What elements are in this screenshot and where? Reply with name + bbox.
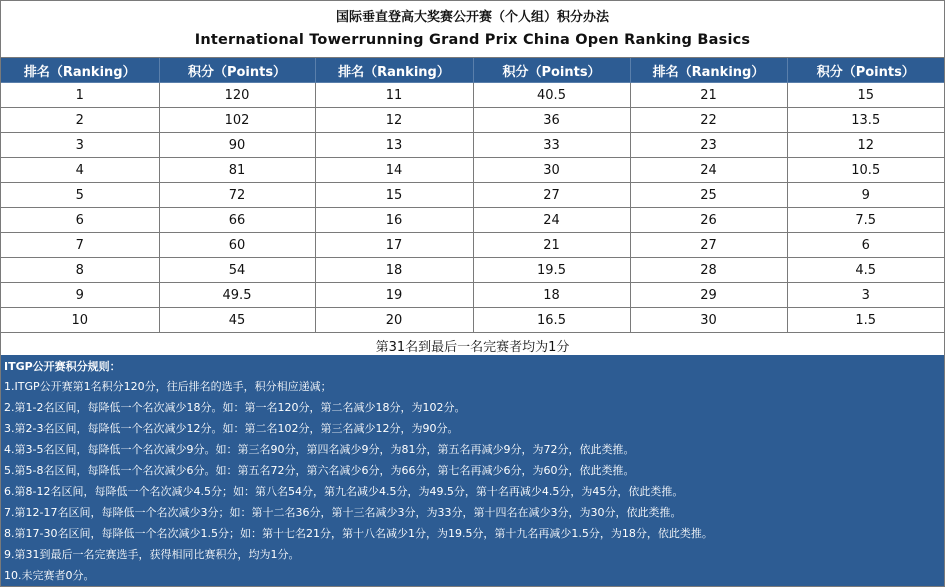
points-cell: 9 <box>787 183 944 208</box>
points-cell: 7.5 <box>787 208 944 233</box>
points-cell: 54 <box>159 258 315 283</box>
points-cell: 24 <box>473 208 630 233</box>
table-row <box>1 283 944 308</box>
points-cell: 13.5 <box>787 108 944 133</box>
points-cell: 1.5 <box>787 308 944 333</box>
table-row <box>1 208 944 233</box>
table-footer-row <box>1 333 944 358</box>
title-block <box>1 1 944 58</box>
rank-cell: 24 <box>630 158 787 183</box>
points-cell: 12 <box>787 133 944 158</box>
rank-cell: 9 <box>1 283 159 308</box>
rank-cell: 4 <box>1 158 159 183</box>
points-cell: 40.5 <box>473 83 630 108</box>
rank-cell: 17 <box>315 233 473 258</box>
rule-line: 3.第2-3名区间，每降低一个名次减少12分。如：第二名102分，第三名减少12分，为90分。 <box>4 422 459 435</box>
table-row <box>1 233 944 258</box>
rank-cell: 7 <box>1 233 159 258</box>
rule-line: 4.第3-5名区间，每降低一个名次减少9分。如：第三名90分，第四名减少9分，为81分，第五名再减少9分，为72分，依此类推。 <box>4 443 635 456</box>
rules-panel <box>1 355 944 586</box>
table-row <box>1 133 944 158</box>
rank-cell: 26 <box>630 208 787 233</box>
rank-cell: 27 <box>630 233 787 258</box>
points-cell: 45 <box>159 308 315 333</box>
column-header-points: 积分（Points） <box>473 58 630 83</box>
points-cell: 102 <box>159 108 315 133</box>
points-cell: 10.5 <box>787 158 944 183</box>
rank-cell: 15 <box>315 183 473 208</box>
table-row <box>1 258 944 283</box>
rank-cell: 5 <box>1 183 159 208</box>
rank-cell: 22 <box>630 108 787 133</box>
rule-line: 10.未完赛者0分。 <box>4 569 95 582</box>
points-cell: 4.5 <box>787 258 944 283</box>
points-cell: 18 <box>473 283 630 308</box>
table-row <box>1 108 944 133</box>
points-cell: 72 <box>159 183 315 208</box>
column-header-ranking: 排名（Ranking） <box>315 58 473 83</box>
column-header-points: 积分（Points） <box>159 58 315 83</box>
points-cell: 16.5 <box>473 308 630 333</box>
points-cell: 81 <box>159 158 315 183</box>
points-cell: 30 <box>473 158 630 183</box>
table-row <box>1 183 944 208</box>
rank-cell: 2 <box>1 108 159 133</box>
rule-line: 1.ITGP公开赛第1名积分120分，往后排名的选手，积分相应递减； <box>4 380 332 393</box>
ranking-table <box>1 58 944 358</box>
rank-cell: 11 <box>315 83 473 108</box>
rank-cell: 25 <box>630 183 787 208</box>
rank-cell: 14 <box>315 158 473 183</box>
table-header-row <box>1 58 944 83</box>
footer-note: 第31名到最后一名完赛者均为1分 <box>1 333 944 358</box>
rule-line: 2.第1-2名区间，每降低一个名次减少18分。如：第一名120分，第二名减少18分，为102分。 <box>4 401 466 414</box>
points-cell: 49.5 <box>159 283 315 308</box>
rule-line: 7.第12-17名区间，每降低一个名次减少3分；如：第十二名36分，第十三名减少3分，为33分，第十四名在减少3分，为30分，依此类推。 <box>4 506 682 519</box>
title-english: International Towerrunning Grand Prix China Open Ranking Basics <box>194 32 751 48</box>
rule-line: 5.第5-8名区间，每降低一个名次减少6分。如：第五名72分，第六名减少6分，为66分，第七名再减少6分，为60分，依此类推。 <box>4 464 635 477</box>
column-header-ranking: 排名（Ranking） <box>1 58 159 83</box>
rank-cell: 10 <box>1 308 159 333</box>
rank-cell: 13 <box>315 133 473 158</box>
rank-cell: 8 <box>1 258 159 283</box>
title-chinese: 国际垂直登高大奖赛公开赛（个人组）积分办法 <box>335 10 609 25</box>
table-row <box>1 158 944 183</box>
rank-cell: 16 <box>315 208 473 233</box>
rule-line: 8.第17-30名区间，每降低一个名次减少1.5分；如：第十七名21分，第十八名减少1分，为19.5分，第十九名再减少1.5分，为18分，依此类推。 <box>4 527 713 540</box>
rank-cell: 1 <box>1 83 159 108</box>
rank-cell: 6 <box>1 208 159 233</box>
points-cell: 36 <box>473 108 630 133</box>
points-cell: 3 <box>787 283 944 308</box>
rule-line: 9.第31到最后一名完赛选手，获得相同比赛积分，均为1分。 <box>4 548 300 561</box>
points-cell: 66 <box>159 208 315 233</box>
column-header-ranking: 排名（Ranking） <box>630 58 787 83</box>
points-cell: 60 <box>159 233 315 258</box>
rank-cell: 30 <box>630 308 787 333</box>
points-cell: 15 <box>787 83 944 108</box>
rule-line: 6.第8-12名区间，每降低一个名次减少4.5分；如：第八名54分，第九名减少4.5分，为49.5分，第十名再减少4.5分，为45分，依此类推。 <box>4 485 684 498</box>
points-cell: 27 <box>473 183 630 208</box>
rank-cell: 23 <box>630 133 787 158</box>
rank-cell: 28 <box>630 258 787 283</box>
points-cell: 120 <box>159 83 315 108</box>
table-row <box>1 308 944 333</box>
points-cell: 21 <box>473 233 630 258</box>
points-cell: 6 <box>787 233 944 258</box>
rank-cell: 3 <box>1 133 159 158</box>
column-header-points: 积分（Points） <box>787 58 944 83</box>
rank-cell: 19 <box>315 283 473 308</box>
table-row <box>1 83 944 108</box>
rank-cell: 29 <box>630 283 787 308</box>
rank-cell: 20 <box>315 308 473 333</box>
points-cell: 19.5 <box>473 258 630 283</box>
points-cell: 33 <box>473 133 630 158</box>
points-cell: 90 <box>159 133 315 158</box>
rank-cell: 21 <box>630 83 787 108</box>
rules-title: ITGP公开赛积分规则： <box>4 360 121 373</box>
rank-cell: 12 <box>315 108 473 133</box>
rank-cell: 18 <box>315 258 473 283</box>
